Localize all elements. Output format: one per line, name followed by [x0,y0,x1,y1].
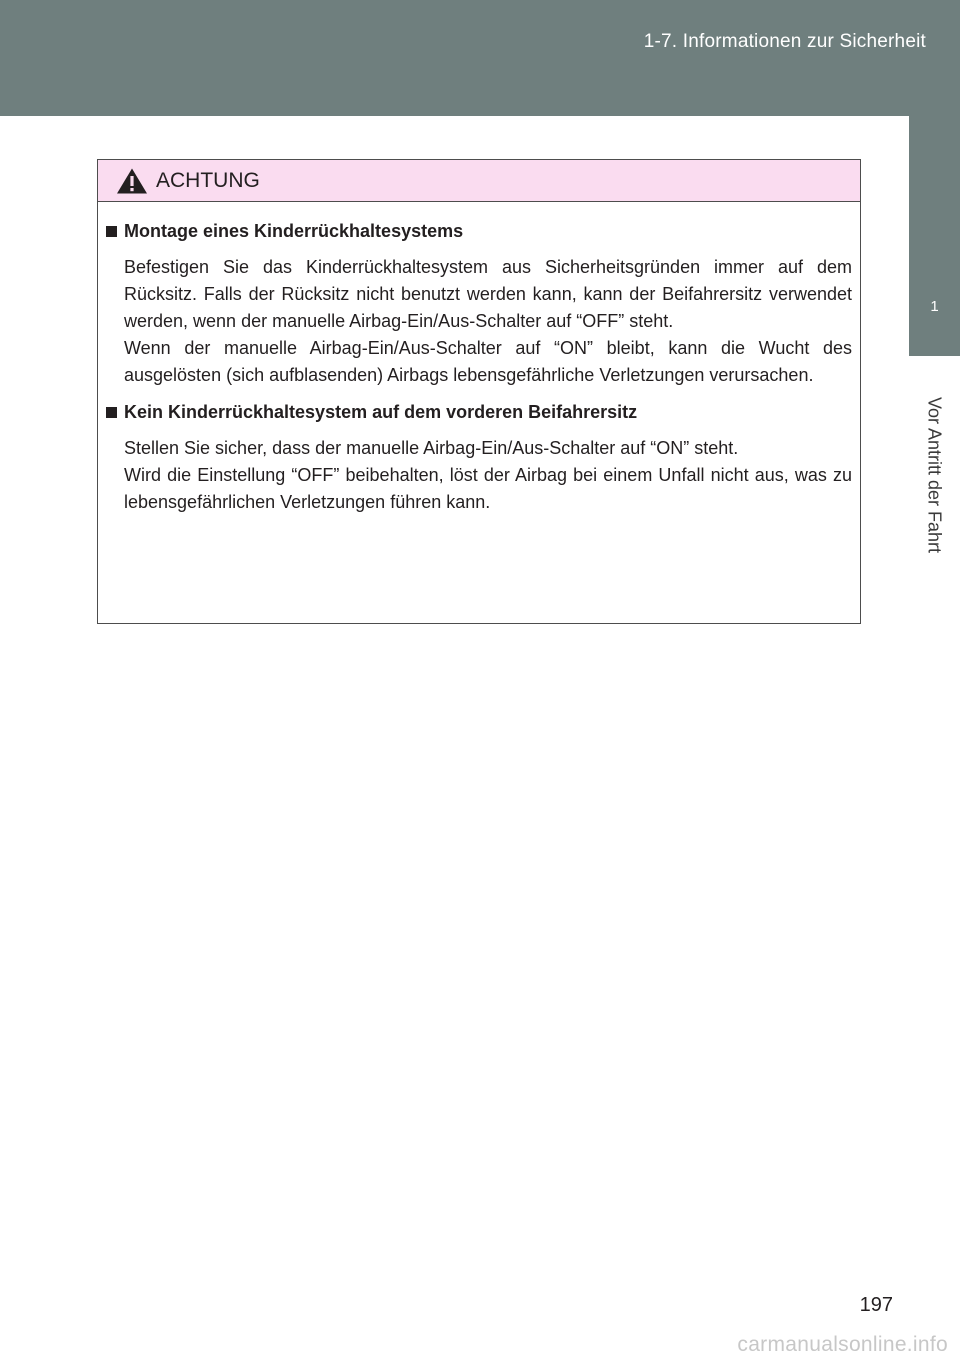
page-number: 197 [859,1294,893,1316]
chapter-label: Vor Antritt der Fahrt [924,396,945,554]
item-paragraph: Wird die Einstellung “OFF” beibehalten, löst der Airbag bei einem Unfall nicht aus, was zu lebensgefährlichen Verletzungen führen kann. [124,465,852,512]
warning-header [98,160,860,202]
section-title: 1-7. Informationen zur Sicherheit [643,31,926,52]
warning-item [106,218,852,389]
header-band [0,0,960,116]
warning-item [106,399,852,516]
item-paragraph: Wenn der manuelle Airbag-Ein/Aus-Schalter auf “ON” bleibt, kann die Wucht des ausgelösten (sich aufblasenden) Airbags lebensgefährliche Verletzungen verursachen. [124,338,852,385]
square-bullet-icon [106,407,117,418]
chapter-tab[interactable] [909,256,960,356]
item-heading-text: Montage eines Kinderrückhaltesystems [124,221,464,241]
square-bullet-icon [106,226,117,237]
side-tab-band [909,116,960,256]
warning-title: ACHTUNG [156,168,260,192]
warning-triangle-icon [116,167,148,195]
watermark: carmanualsonline.info [737,1333,948,1356]
item-heading-text: Kein Kinderrückhaltesystem auf dem vorderen Beifahrersitz [124,402,638,422]
item-text [124,435,852,516]
item-paragraph: Befestigen Sie das Kinderrückhaltesystem aus Sicherheitsgründen immer auf dem Rücksitz. Falls der Rücksitz nicht benutzt werden kann, kann der Beifahrersitz verwendet werden, wenn der manuelle Airbag-Ein/Aus-Schalter auf “OFF” steht. [124,257,852,331]
item-paragraph: Stellen Sie sicher, dass der manuelle Airbag-Ein/Aus-Schalter auf “ON” steht. [124,438,739,458]
warning-body [98,202,860,516]
warning-box [97,159,861,624]
item-text [124,254,852,389]
item-heading [106,399,852,426]
chapter-number: 1 [930,297,939,315]
item-heading [106,218,852,245]
